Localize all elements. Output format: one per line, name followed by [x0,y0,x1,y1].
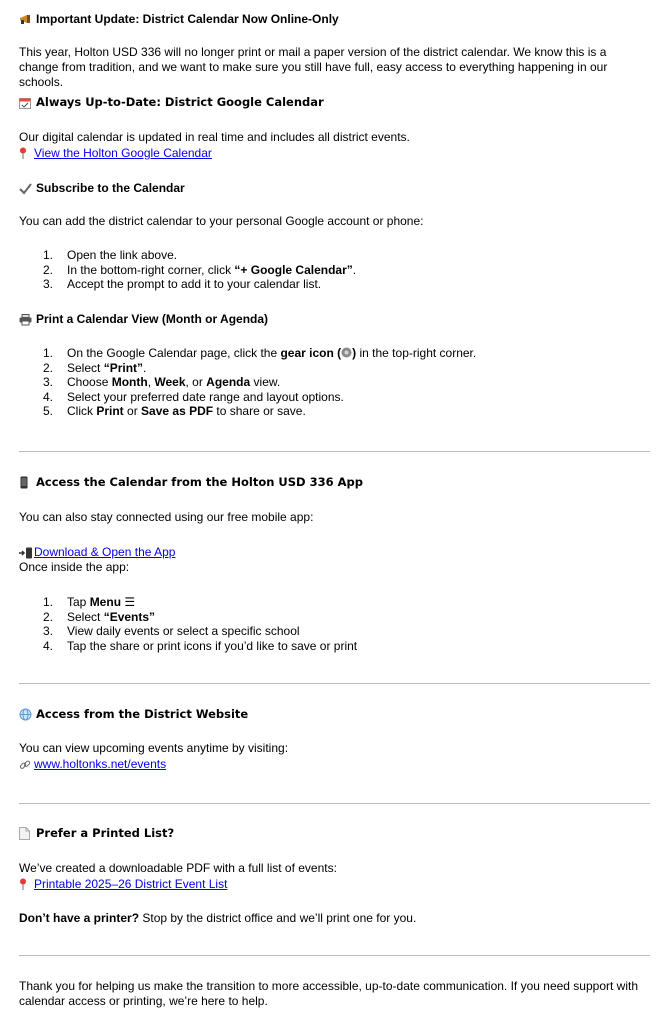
list-item: 4. Tap the share or print icons if you’d like to save or print [43,638,358,653]
list-item: 3. Accept the prompt to add it to your calendar list. [43,277,322,292]
website-events-link[interactable]: www.holtonks.net/events [34,757,167,771]
app-steps [40,595,357,653]
list-item: 5. Click Print or Save as PDF to share or save. [43,404,306,419]
pin-icon [19,878,34,891]
app-after-link: Once inside the app: [19,560,130,574]
calendar-icon [19,97,35,109]
globe-icon [19,708,35,721]
megaphone-icon [19,14,35,26]
app-link-row [19,545,175,560]
printer-note: Don’t have a printer? Stop by the district office and we’ll print one for you. [19,911,417,925]
printed-list-paragraph: We’ve created a downloadable PDF with a full list of events: [19,861,337,875]
printer-icon [19,314,35,326]
list-item: 4. Select your preferred date range and layout options. [43,389,344,404]
mobile-phone-icon [19,476,35,489]
website-paragraph: You can view upcoming events anytime by visiting: [19,741,289,755]
intro-paragraph: This year, Holton USD 336 will no longer print or mail a paper version of the district calendar. We know this is a change from tradition, and we want to make sure you still have full, easy access to everything happening in our schools. [19,45,608,89]
app-paragraph: You can also stay connected using our free mobile app: [19,510,314,524]
list-item: 3. View daily events or select a specific school [43,624,300,639]
divider [19,803,650,804]
list-item: 2. In the bottom-right corner, click “+ Google Calendar”. [43,262,357,277]
divider [19,451,650,452]
pin-icon [19,147,34,160]
google-calendar-paragraph: Our digital calendar is updated in real time and includes all district events. [19,130,410,144]
event-list-pdf-link[interactable]: Printable 2025–26 District Event List [34,877,228,891]
divider [19,683,650,684]
closing-paragraph: Thank you for helping us make the transition to more accessible, up-to-date communication. If you need support with calendar access or printing, we’re here to help. [19,979,638,1008]
website-heading: Access from the District Website [19,707,248,722]
link-icon [19,759,34,771]
list-item: 2. Select “Events” [43,609,156,624]
download-app-link[interactable]: Download & Open the App [34,545,176,559]
checkmark-icon [19,183,35,195]
print-view-steps [40,346,476,419]
printed-list-link-row [19,877,227,892]
list-item: 2. Select “Print”. [43,360,147,375]
subscribe-heading: Subscribe to the Calendar [19,181,185,196]
list-item: 1. On the Google Calendar page, click the gear icon ( ) in the top-right corner. [43,346,477,360]
app-heading: Access the Calendar from the Holton USD 336 App [19,475,363,490]
gear-icon [341,347,352,358]
phone-arrow-icon [19,547,34,559]
list-item: 1. Tap Menu ☰ [43,595,136,609]
list-item: 3. Choose Month, Week, or Agenda view. [43,375,281,390]
google-calendar-link[interactable]: View the Holton Google Calendar [34,146,212,160]
google-calendar-link-row [19,146,212,161]
printed-list-heading: Prefer a Printed List? [19,826,174,841]
intro-heading: Important Update: District Calendar Now Online-Only [19,12,339,27]
list-item: 1. Open the link above. [43,248,178,262]
subscribe-paragraph: You can add the district calendar to your personal Google account or phone: [19,214,424,228]
divider [19,955,650,956]
subscribe-steps [40,248,356,292]
page-icon [19,827,35,840]
website-link-row [19,757,166,772]
google-calendar-heading: Always Up-to-Date: District Google Calendar [19,95,324,110]
print-view-heading: Print a Calendar View (Month or Agenda) [19,312,268,327]
